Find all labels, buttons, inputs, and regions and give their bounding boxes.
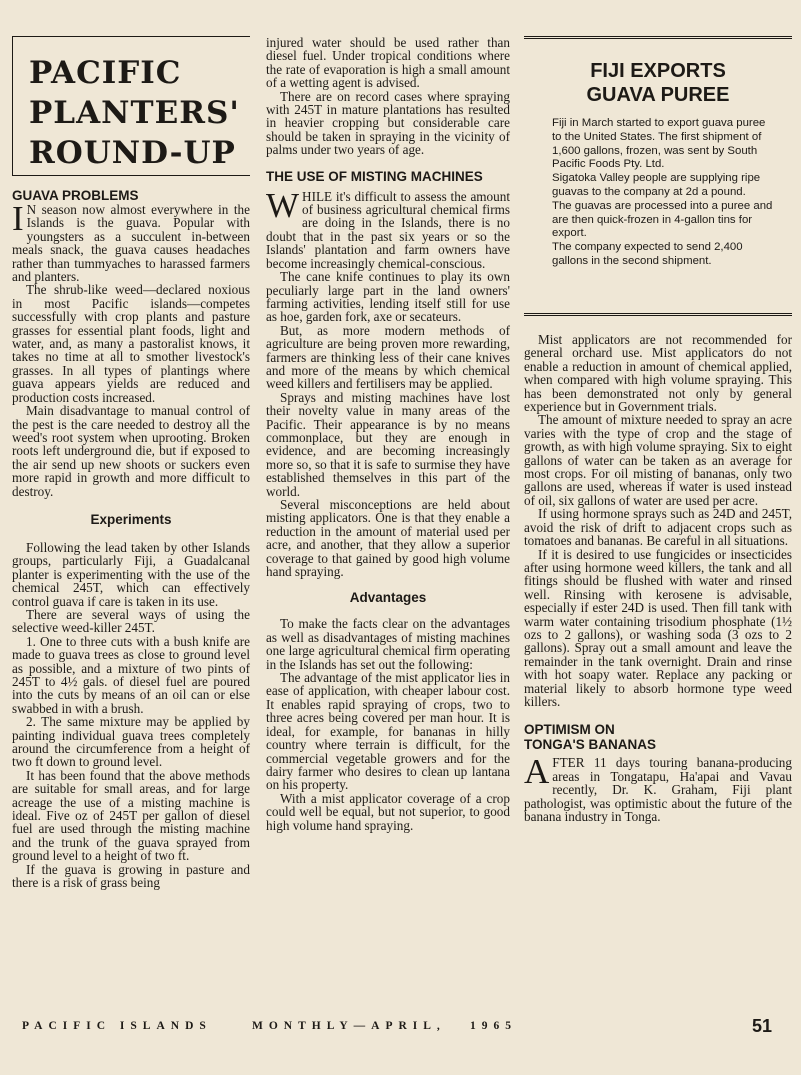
paragraph: Several misconceptions are held about misting applicators. One is that they enable a reduction in the amount of material used per acre, and another, that they allow a superior coverage to that gained by good high volume hand spraying. (266, 497, 510, 580)
title-line: ROUND-UP (29, 135, 236, 171)
title-box (12, 36, 250, 176)
fiji-exports-box (524, 36, 792, 316)
paragraph: injured water should be used rather than diesel fuel. Under tropical conditions where the rate of evaporation is high a small amount of a wetting agent is advised. (266, 35, 510, 91)
paragraph: Following the lead taken by other Islands groups, particularly Fiji, a Guadalcanal planter is experimenting with the use of the chemical 245T, which can effectively control guava if care is taken in its use. (12, 539, 250, 609)
paragraph: There are several ways of using the selective weed-killer 245T. (12, 606, 250, 636)
paragraph: The advantage of the mist applicator lies in ease of application, with cheaper labour cost. It enables rapid spraying of crops, two to three acres being covered per man hour. It is ideal, for example, for bananas in hilly country where terrain is difficult, for the commercial vegetable growers and for the dairy farmer who desires to clean up lantana on his property. (266, 670, 510, 793)
paragraph: The cane knife continues to play its own peculiarly large part in the land owners' farming activities, lending itself still for use as hoe, garden fork, axe or secateurs. (266, 269, 510, 325)
paragraph: WHILE it's difficult to assess the amount of business agricultural chemical firms are doing in the Islands, there is no doubt that in the past six years or so the Islands' plantation and farm owners have become increasingly chemical-conscious. (266, 185, 510, 271)
paragraph: To make the facts clear on the advantages as well as disadvantages of misting machines one large agricultural chemical firm operating in the Islands has set out the following: (266, 616, 510, 672)
paragraph: Sprays and misting machines have lost their novelty value in many areas of the Pacific. Their appearance is by no means commonplace, but they are enough in evidence, and are becoming increasingly more so, so that it is safe to surmise they have established themselves in this part of the world. (266, 389, 510, 499)
drop-cap: I (12, 199, 24, 238)
heading-misting-machines: THE USE OF MISTING MACHINES (266, 168, 483, 184)
heading-advantages: Advantages (349, 590, 427, 606)
paragraph: AFTER 11 days touring banana-producing areas in Tongatapu, Ha'apai and Vavau recently, Dr. K. Graham, Fiji plant pathologist, was optimistic about the future of the banana industry in Tonga. (524, 752, 792, 824)
paragraph: It has been found that the above methods are suitable for small areas, and for large acreage the use of a misting machine is ideal. Five oz of 245T per gallon of diesel fuel are used through the misting machine and the trunk of the guava sprayed from ground level to a height of two ft. (12, 767, 250, 864)
paragraph: If the guava is growing in pasture and there is a risk of grass being (12, 861, 250, 891)
paragraph: 1. One to three cuts with a bush knife are made to guava trees as close to ground level as possible, and a mixture of two pints of 245T to 4½ gals. of diesel fuel are poured into the cuts by means of an oil can or else swabbed in with a brush. (12, 633, 250, 716)
paragraph: The guavas are processed into a puree and are then quick-frozen in 4-gallon tins for export. (552, 199, 773, 240)
paragraph: With a mist applicator coverage of a crop could well be equal, but not superior, to good high volume hand spraying. (266, 790, 510, 833)
paragraph: 2. The same mixture may be applied by painting individual guava trees completely around the circumference from a height of two ft down to ground level. (12, 714, 250, 770)
paragraph: If it is desired to use fungicides or insecticides after using hormone weed killers, the tank and all fitings should be flushed with water and rinsed well. Rinsing with kerosene is advisable, especially if ester 24D is used. Then fill tank with warm water containing trisodium phosphate (1½ ozs to 2 gallons), or washing soda (3 ozs to 2 gallons). Spray out a small amount and leave the remainder in the tank overnight. Drain and rinse with hot soapy water. Replace any packing or material likely to absorb hormone type weed killers. (524, 546, 792, 709)
paragraph: The amount of mixture needed to spray an acre varies with the type of crop and the stage of growth, as with high volume spraying. Six to eight gallons of water can be taken as an average for most crops. For oil misting of bananas, only two gallons are used, whereas if water is used instead of oil, six gallons of water are used per acre. (524, 412, 792, 508)
title-line: PACIFIC (29, 55, 182, 91)
paragraph: There are on record cases where spraying with 245T in mature plantations has resulted in heavier cropping but considerable care should be taken in spraying in the vicinity of palms under two years of age. (266, 88, 510, 158)
drop-cap: W (266, 185, 300, 225)
footer-magazine-name: PACIFIC ISLANDS (22, 1020, 212, 1032)
column-2 (266, 36, 510, 832)
heading-guava-problems: GUAVA PROBLEMS (12, 188, 139, 203)
heading-tonga-bananas: OPTIMISM ON TONGA'S BANANAS (524, 722, 656, 753)
paragraph: Fiji in March started to export guava puree to the United States. The first shipment of 1,600 gallons, frozen, was sent by South Pacific Foods Pty. Ltd. (552, 117, 766, 171)
paragraph: Sigatoka Valley people are supplying ripe guavas to the company at 2d a pound. (552, 172, 761, 198)
footer (0, 1018, 801, 1038)
paragraph: If using hormone sprays such as 24D and 245T, avoid the risk of drift to adjacent crops such as tomatoes and bananas. Be careful in all situations. (524, 506, 792, 549)
footer-issue: MONTHLY—APRIL, (252, 1020, 446, 1032)
paragraph: The shrub-like weed—declared noxious in most Pacific islands—competes successfully with crop plants and pasture grasses for essential plant foods, light and water, and, as many a pastoralist knows, it takes no time at all to smother livestock's grasses. In all types of plantings where guava appears yields are reduced and production costs increased. (12, 282, 250, 405)
page-number: 51 (752, 1016, 773, 1036)
paragraph: Mist applicators are not recommended for general orchard use. Mist applicators do not enable a reduction in amount of chemical applied, when compared with high volume spraying. This has been demonstrated not only by general experience but in Government trials. (524, 332, 792, 415)
paragraph: But, as more modern methods of agriculture are being proven more rewarding, farmers are thinking less of their cane knives and more of the means by which chemical weed killers and fertilisers may be applied. (266, 322, 510, 392)
paragraph: Main disadvantage to manual control of the pest is the care needed to destroy all the weed's root system when uprooting. Broken roots left underground die, but if exposed to the air send up new shoots or suckers even more rapid in growth and more difficult to destroy. (12, 403, 250, 499)
heading-experiments: Experiments (90, 511, 172, 527)
column-3 (524, 333, 792, 823)
paragraph: The company expected to send 2,400 gallons in the second shipment. (552, 241, 743, 267)
drop-cap: A (524, 752, 550, 792)
column-1 (12, 188, 250, 890)
footer-year: 1965 (470, 1020, 517, 1032)
fiji-title: FIJI EXPORTS GUAVA PUREE (586, 60, 730, 106)
title-line: PLANTERS' (29, 95, 240, 131)
paragraph: I N season now almost everywhere in the Islands is the guava. Popular with youngsters as a succulent in-between meals snack, the guava causes headaches rather than tummyaches to harassed farmers and planters. (12, 199, 250, 285)
